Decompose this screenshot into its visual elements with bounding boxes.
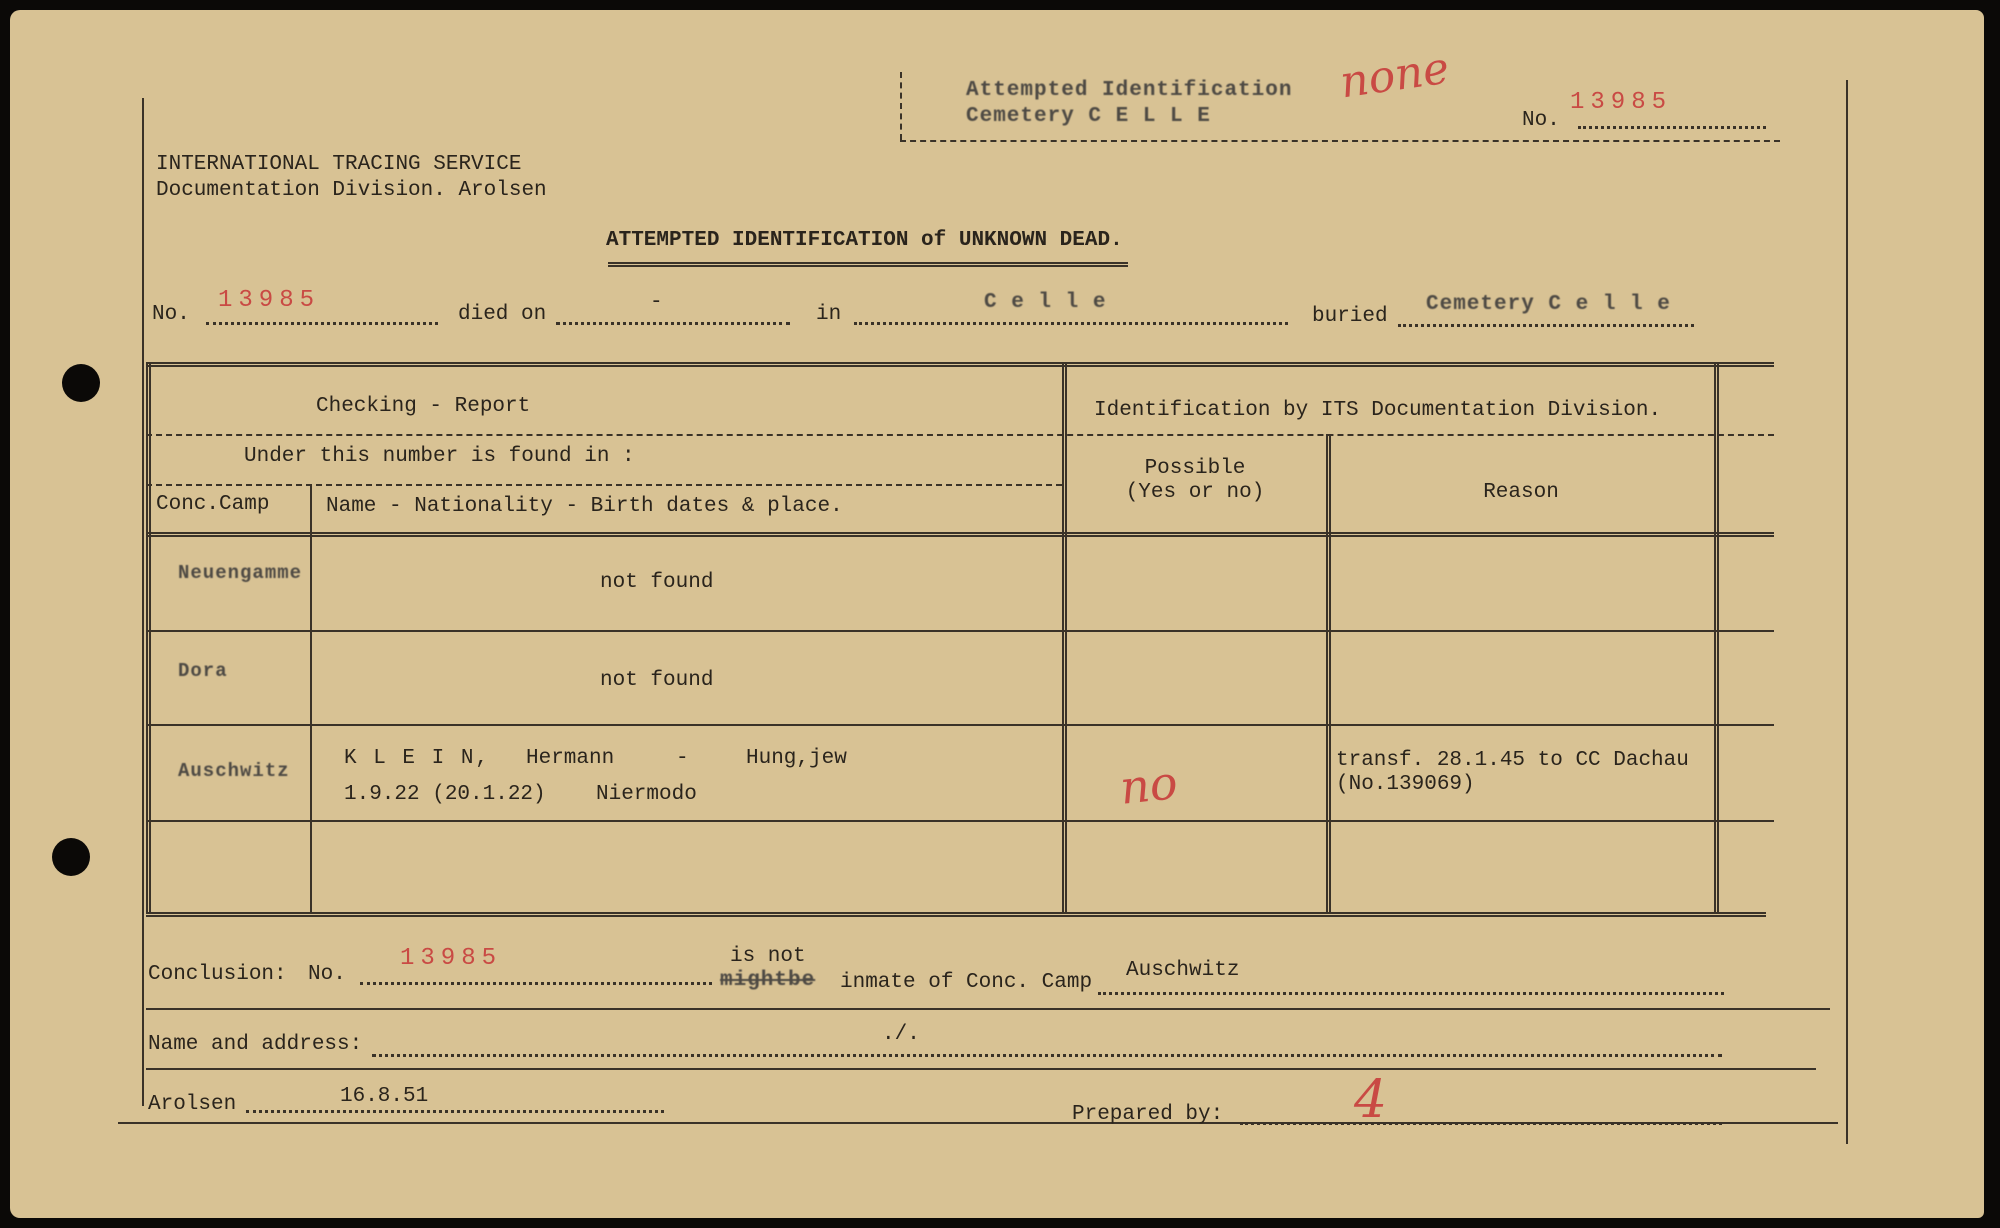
column-header-rule: [146, 532, 1774, 537]
row-name: not found: [600, 669, 714, 692]
punch-hole-top: [62, 364, 100, 402]
right-margin-line: [1846, 80, 1848, 1144]
conclusion-rule: [146, 1008, 1830, 1010]
name-address-rule: [146, 1068, 1816, 1070]
header-rule: [146, 434, 1774, 436]
row-forename: Hermann: [526, 747, 615, 770]
ident-header: Identification by ITS Documentation Division.: [1094, 399, 1662, 422]
stamp-underline: [900, 140, 1780, 142]
checking-ident-divider: [1062, 362, 1067, 914]
top-number-value: 13985: [1570, 89, 1673, 116]
table-right-border: [1714, 362, 1719, 914]
col-possible-header-1: Possible: [1144, 457, 1246, 480]
row-camp: Dora: [178, 660, 228, 682]
buried-label: buried: [1312, 305, 1388, 328]
row-dash: -: [676, 747, 689, 770]
possible-reason-divider: [1326, 434, 1331, 914]
row-birthplace: Niermodo: [596, 783, 697, 806]
conclusion-no-value: 13985: [400, 945, 503, 972]
title-underline: [608, 262, 1128, 267]
found-in-rule: [146, 484, 1062, 486]
buried-value: Cemetery C e l l e: [1426, 293, 1671, 316]
conclusion-camp: Auschwitz: [1126, 959, 1240, 982]
in-label: in: [816, 303, 842, 326]
col-camp-header: Conc.Camp: [156, 493, 270, 516]
row-reason-2: (No.139069): [1336, 773, 1475, 796]
stamp-line-2: Cemetery C E L L E: [966, 105, 1211, 128]
checking-report-header: Checking - Report: [316, 395, 531, 418]
handwritten-none: none: [1336, 42, 1453, 109]
row-birthdate: 1.9.22 (20.1.22): [344, 783, 546, 806]
row-name: not found: [600, 571, 714, 594]
entry-no-value: 13985: [218, 287, 321, 314]
row-3-rule: [146, 820, 1774, 822]
row-1-rule: [146, 630, 1774, 632]
name-address-value: ./.: [882, 1023, 920, 1046]
row-nationality: Hung,jew: [746, 747, 847, 770]
row-possible: no: [1117, 755, 1180, 815]
conclusion-no-dots: [360, 982, 712, 985]
top-number-dots: [1578, 126, 1766, 129]
row-2-rule: [146, 724, 1774, 726]
name-address-dots: [372, 1054, 1722, 1057]
stamp-line-1: Attempted Identification: [966, 79, 1293, 102]
row-surname: K L E I N,: [344, 747, 491, 770]
buried-dots: [1398, 324, 1694, 327]
entry-no-label: No.: [152, 303, 190, 326]
died-on-label: died on: [458, 303, 547, 326]
footer-date: 16.8.51: [340, 1085, 429, 1108]
document-card: [10, 10, 1984, 1218]
left-margin-line: [142, 98, 144, 1106]
row-camp: Auschwitz: [178, 760, 290, 782]
table-left-border: [146, 362, 151, 914]
punch-hole-bottom: [52, 838, 90, 876]
org-line-2: Documentation Division. Arolsen: [156, 179, 547, 202]
stamp-bracket: [900, 72, 902, 140]
row-reason-1: transf. 28.1.45 to CC Dachau: [1336, 749, 1689, 772]
name-address-label: Name and address:: [148, 1033, 363, 1056]
conclusion-camp-dots: [1098, 992, 1724, 995]
org-line-1: INTERNATIONAL TRACING SERVICE: [156, 153, 522, 176]
col-possible-header-2: (Yes or no): [1125, 481, 1265, 504]
conclusion-inmate-text: inmate of Conc. Camp: [840, 971, 1093, 994]
table-bottom-rule: [146, 912, 1766, 917]
prepared-by-signature: 4: [1354, 1070, 1388, 1130]
col-reason-header: Reason: [1483, 481, 1559, 504]
entry-no-dots: [206, 322, 438, 325]
row-camp: Neuengamme: [178, 562, 303, 584]
died-on-dots: [556, 322, 790, 325]
table-top-rule: [146, 362, 1774, 367]
conclusion-status-top: is not: [730, 945, 806, 968]
date-dots: [246, 1110, 664, 1113]
conclusion-label: Conclusion:: [148, 963, 287, 986]
in-dots: [854, 322, 1288, 325]
prepared-by-label: Prepared by:: [1072, 1103, 1224, 1126]
died-on-value: -: [650, 291, 663, 314]
camp-column-divider: [310, 484, 312, 912]
in-value: C e l l e: [984, 291, 1107, 314]
col-name-header: Name - Nationality - Birth dates & place.: [326, 495, 843, 518]
prepared-by-dots: [1240, 1122, 1722, 1125]
top-number-label: No.: [1522, 109, 1560, 132]
document-title: ATTEMPTED IDENTIFICATION of UNKNOWN DEAD.: [606, 229, 1123, 252]
found-in-header: Under this number is found in :: [244, 445, 635, 468]
conclusion-status-struck: mightbe: [720, 969, 816, 992]
conclusion-no-label: No.: [308, 963, 346, 986]
place-label: Arolsen: [148, 1093, 237, 1116]
